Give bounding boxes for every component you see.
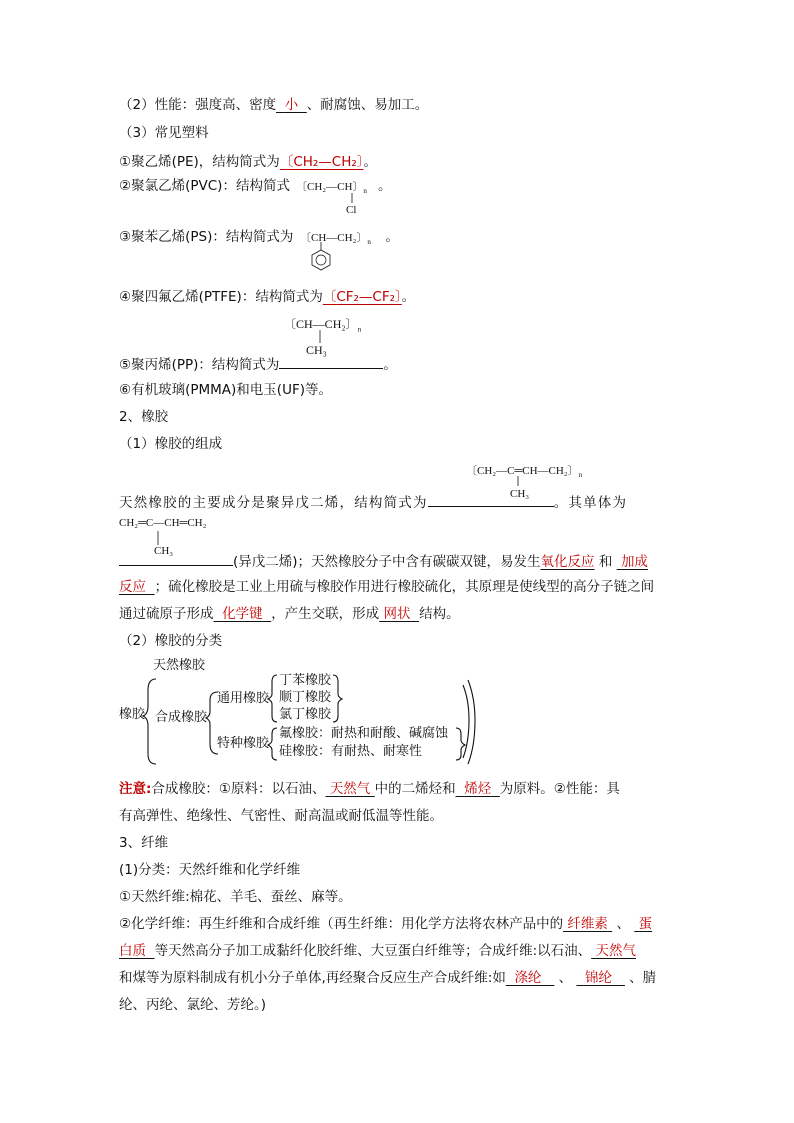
pp-ch3: CH₃ bbox=[306, 343, 327, 357]
tree-general: 通用橡胶 bbox=[217, 691, 270, 706]
density-answer: 小 bbox=[284, 97, 299, 113]
polyisoprene-structure: 〔CH₂—C═CH—CH₂〕$_n$ bbox=[466, 465, 583, 480]
chemical-fiber-line-2: 白质 等天然高分子加工成黏纤化胶纤维、大豆蛋白纤维等；合成纤维:以石油、 天然气 bbox=[119, 943, 636, 959]
tree-general-item-3: 氯丁橡胶 bbox=[279, 707, 332, 722]
ps-line: ③聚苯乙烯(PS)：结构简式为 。 bbox=[119, 229, 399, 245]
answer-natural-gas: 天然气 bbox=[329, 781, 371, 797]
rubber-line-2: (异戊二烯)；天然橡胶分子中含有碳碳双键，易发生氧化反应 和 加成 bbox=[119, 551, 648, 572]
isoprene-structure: CH₂═C—CH═CH₂ bbox=[119, 517, 207, 529]
rubber-classification-heading: （2）橡胶的分类 bbox=[119, 633, 223, 649]
answer-cellulose: 纤维素 bbox=[567, 916, 608, 932]
tree-natural: 天然橡胶 bbox=[153, 658, 206, 673]
pvc-cl: Cl bbox=[346, 204, 357, 216]
answer-network: 网状 bbox=[383, 606, 411, 622]
tree-general-item-1: 丁苯橡胶 bbox=[279, 673, 332, 688]
chemical-fiber-line-4: 纶、丙纶、氯纶、芳纶。) bbox=[119, 997, 267, 1013]
answer-protein-a: 蛋 bbox=[638, 916, 653, 932]
performance-suffix: 、耐腐蚀、易加工。 bbox=[306, 97, 429, 113]
other-plastics-line: ⑥有机玻璃(PMMA)和电玉(UF)等。 bbox=[119, 382, 332, 398]
answer-addition-b: 反应 bbox=[119, 579, 146, 595]
natural-fiber-line: ①天然纤维:棉花、羊毛、蚕丝、麻等。 bbox=[119, 889, 352, 905]
tree-synthetic: 合成橡胶 bbox=[155, 710, 208, 725]
note-label: 注意: bbox=[119, 781, 152, 797]
fiber-classification: (1)分类：天然纤维和化学纤维 bbox=[119, 862, 301, 878]
chemical-fiber-line-1: ②化学纤维：再生纤维和合成纤维（再生纤维：用化学方法将农林产品中的 纤维素 、 蛋 bbox=[119, 916, 653, 932]
isoprene-ch3: CH₃ bbox=[154, 545, 174, 557]
answer-nylon: 锦纶 bbox=[585, 970, 612, 986]
note-line-2: 有高弹性、绝缘性、气密性、耐高温或耐低温等性能。 bbox=[119, 808, 443, 824]
pe-line: ①聚乙烯(PE)，结构简式为〔CH₂—CH₂〕。 bbox=[119, 154, 378, 170]
polyisoprene-ch3: CH₃ bbox=[510, 488, 530, 500]
fiber-heading: 3、纤维 bbox=[119, 835, 169, 851]
rubber-composition-heading: （1）橡胶的组成 bbox=[119, 436, 223, 452]
tree-special-item-1: 氟橡胶：耐热和耐酸、碱腐蚀 bbox=[279, 726, 449, 741]
chemical-fiber-line-3: 和煤等为原料制成有机小分子单体,再经聚合反应生产合成纤维:如 涤纶 、 锦纶 、腈 bbox=[119, 970, 657, 986]
answer-chemical-bond: 化学键 bbox=[222, 606, 263, 622]
note-line-1: 注意:合成橡胶：①原料：以石油、 天然气 中的二烯烃和 烯烃 为原料。②性能：具 bbox=[119, 781, 620, 797]
rubber-line-4: 通过硫原子形成 化学键 ，产生交联，形成 网状 结构。 bbox=[119, 606, 460, 622]
common-plastics-heading: （3）常见塑料 bbox=[119, 125, 209, 141]
rubber-heading: 2、橡胶 bbox=[119, 409, 169, 425]
ps-structure: 〔CH—CH₂〕$_n$ bbox=[300, 232, 371, 247]
pvc-line: ②聚氯乙烯(PVC)：结构简式 。 bbox=[119, 178, 392, 194]
answer-natural-gas-2: 天然气 bbox=[595, 943, 636, 959]
pp-structure: 〔CH—CH₂〕$_n$ bbox=[284, 317, 362, 334]
ptfe-formula-answer: 〔CF₂—CF₂〕 bbox=[322, 289, 402, 305]
answer-oxidation: 氧化反应 bbox=[540, 554, 595, 570]
tree-special: 特种橡胶 bbox=[217, 736, 270, 751]
tree-general-item-2: 顺丁橡胶 bbox=[279, 690, 332, 705]
tree-special-item-2: 硅橡胶：有耐热、耐寒性 bbox=[279, 744, 423, 759]
pe-formula-answer: 〔CH₂—CH₂〕 bbox=[279, 154, 364, 170]
pp-line: ⑤聚丙烯(PP)：结构简式为 。 bbox=[119, 354, 397, 375]
rubber-line-1: 天然橡胶的主要成分是聚异戊二烯，结构简式为 。其单体为 bbox=[119, 492, 627, 513]
ptfe-line: ④聚四氟乙烯(PTFE)：结构简式为〔CF₂—CF₂〕。 bbox=[119, 289, 416, 305]
answer-protein-b: 白质 bbox=[119, 943, 146, 959]
answer-alkene: 烯烃 bbox=[464, 781, 492, 797]
answer-addition-a: 加成 bbox=[620, 554, 648, 570]
answer-polyester: 涤纶 bbox=[514, 970, 542, 986]
pvc-structure: 〔CH₂—CH〕$_n$ bbox=[296, 181, 367, 196]
tree-root: 橡胶 bbox=[119, 707, 146, 722]
performance-prefix: （2）性能：强度高、密度 bbox=[119, 97, 277, 113]
rubber-line-3: 反应 ；硫化橡胶是工业上用硫与橡胶作用进行橡胶硫化，其原理是使线型的高分子链之间 bbox=[119, 579, 655, 595]
